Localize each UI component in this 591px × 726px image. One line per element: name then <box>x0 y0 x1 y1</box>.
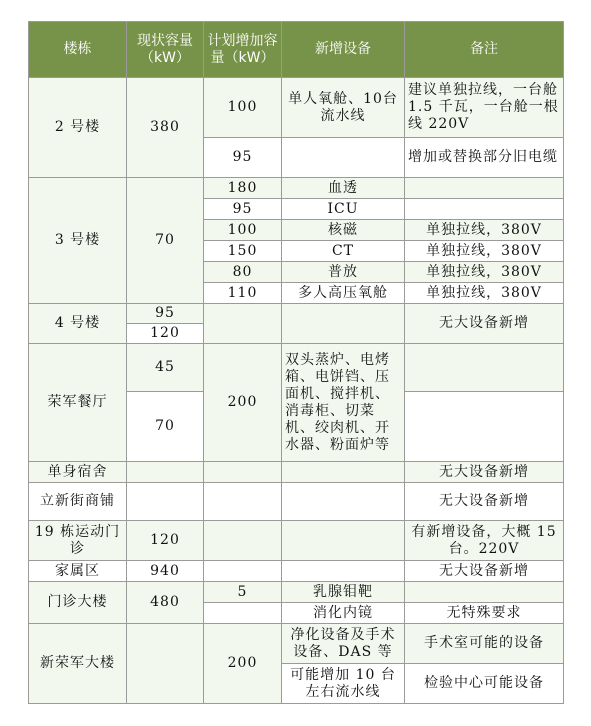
current-capacity: 940 <box>127 561 204 582</box>
planned-capacity <box>204 304 282 344</box>
new-equipment: 消化内镜 <box>282 603 405 624</box>
current-capacity: 70 <box>127 178 204 304</box>
note: 增加或替换部分旧电缆 <box>405 138 564 178</box>
planned-capacity: 150 <box>204 241 282 262</box>
table-row <box>29 344 564 392</box>
current-capacity <box>127 462 204 483</box>
new-equipment: CT <box>282 241 405 262</box>
building-name: 家属区 <box>29 561 127 582</box>
planned-capacity: 95 <box>204 199 282 220</box>
note: 单独拉线，380V <box>405 262 564 283</box>
building-name: 立新街商铺 <box>29 483 127 521</box>
table-row <box>29 304 564 324</box>
new-equipment <box>282 462 405 483</box>
current-capacity: 45 <box>127 344 204 392</box>
planned-capacity: 95 <box>204 138 282 178</box>
new-equipment: 多人高压氧舱 <box>282 283 405 304</box>
table-row <box>29 561 564 582</box>
new-equipment: 单人氧舱、10台流水线 <box>282 78 405 138</box>
new-equipment: 普放 <box>282 262 405 283</box>
planned-capacity <box>204 603 282 624</box>
note: 无大设备新增 <box>405 304 564 344</box>
planned-capacity: 180 <box>204 178 282 199</box>
table-row <box>29 462 564 483</box>
note: 单独拉线，380V <box>405 220 564 241</box>
table-row <box>29 78 564 138</box>
new-equipment <box>282 483 405 521</box>
new-equipment: 双头蒸炉、电烤箱、电饼铛、压面机、搅拌机、消毒柜、切菜机、绞肉机、开水器、粉面炉等 <box>282 344 405 462</box>
new-equipment: 乳腺钼靶 <box>282 582 405 603</box>
header-notes: 备注 <box>405 22 564 78</box>
building-name: 19 栋运动门诊 <box>29 521 127 561</box>
building-name: 荣军餐厅 <box>29 344 127 462</box>
header-current-capacity: 现状容量（kW） <box>127 22 204 78</box>
header-planned-capacity: 计划增加容量（kW） <box>204 22 282 78</box>
new-equipment: 可能增加 10 台左右流水线 <box>282 664 405 704</box>
planned-capacity <box>204 483 282 521</box>
current-capacity: 70 <box>127 392 204 462</box>
current-capacity <box>127 624 204 704</box>
note <box>405 199 564 220</box>
planned-capacity: 200 <box>204 344 282 462</box>
new-equipment <box>282 304 405 344</box>
note: 无大设备新增 <box>405 561 564 582</box>
planned-capacity <box>204 561 282 582</box>
current-capacity: 480 <box>127 582 204 624</box>
current-capacity: 95 <box>127 304 204 324</box>
building-name: 4 号楼 <box>29 304 127 344</box>
note <box>405 582 564 603</box>
note: 有新增设备，大概 15 台。220V <box>405 521 564 561</box>
building-name: 门诊大楼 <box>29 582 127 624</box>
note: 无大设备新增 <box>405 462 564 483</box>
current-capacity: 380 <box>127 78 204 178</box>
table-row <box>29 582 564 603</box>
table-row <box>29 521 564 561</box>
current-capacity: 120 <box>127 324 204 344</box>
note: 建议单独拉线，一台舱 1.5 千瓦，一台舱一根线 220V <box>405 78 564 138</box>
header-building: 楼栋 <box>29 22 127 78</box>
building-name: 单身宿舍 <box>29 462 127 483</box>
note: 手术室可能的设备 <box>405 624 564 664</box>
planned-capacity: 80 <box>204 262 282 283</box>
note <box>405 344 564 392</box>
new-equipment <box>282 561 405 582</box>
header-row <box>29 22 564 78</box>
planned-capacity <box>204 521 282 561</box>
new-equipment: 净化设备及手术设备、DAS 等 <box>282 624 405 664</box>
note: 检验中心可能设备 <box>405 664 564 704</box>
building-name: 3 号楼 <box>29 178 127 304</box>
note <box>405 178 564 199</box>
new-equipment: 血透 <box>282 178 405 199</box>
planned-capacity: 100 <box>204 220 282 241</box>
current-capacity <box>127 483 204 521</box>
table-row <box>29 624 564 664</box>
planned-capacity: 5 <box>204 582 282 603</box>
note: 单独拉线，380V <box>405 241 564 262</box>
new-equipment <box>282 521 405 561</box>
planned-capacity: 200 <box>204 624 282 704</box>
planned-capacity <box>204 462 282 483</box>
building-name: 2 号楼 <box>29 78 127 178</box>
planned-capacity: 110 <box>204 283 282 304</box>
new-equipment: 核磁 <box>282 220 405 241</box>
current-capacity: 120 <box>127 521 204 561</box>
note: 无特殊要求 <box>405 603 564 624</box>
new-equipment <box>282 138 405 178</box>
note: 无大设备新增 <box>405 483 564 521</box>
header-new-equipment: 新增设备 <box>282 22 405 78</box>
table-row <box>29 178 564 199</box>
building-name: 新荣军大楼 <box>29 624 127 704</box>
note: 单独拉线，380V <box>405 283 564 304</box>
note <box>405 392 564 462</box>
capacity-table <box>28 21 564 704</box>
new-equipment: ICU <box>282 199 405 220</box>
table-row <box>29 483 564 521</box>
planned-capacity: 100 <box>204 78 282 138</box>
